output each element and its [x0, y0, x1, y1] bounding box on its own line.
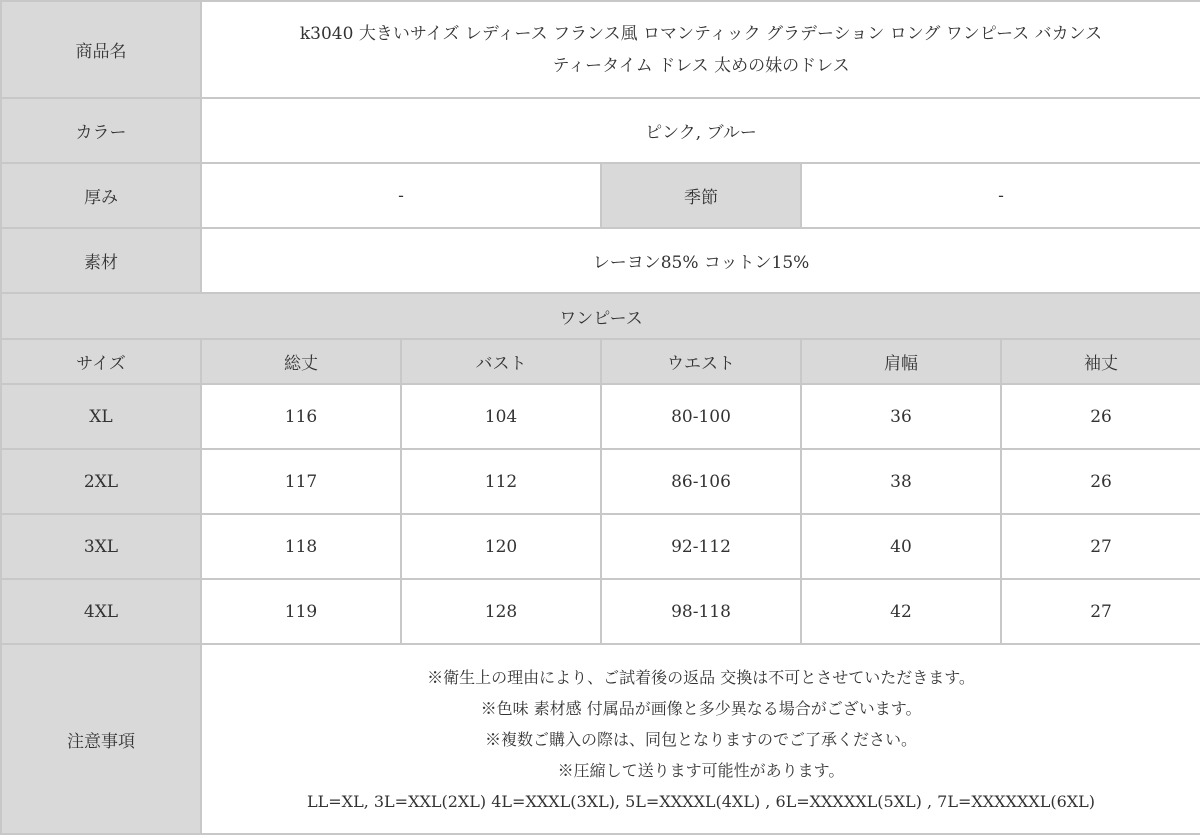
waist-cell: 92-112 [601, 514, 801, 579]
size-header-size: サイズ [1, 339, 201, 384]
size-name-cell: 2XL [1, 449, 201, 514]
color-label: カラー [1, 98, 201, 163]
size-name-cell: 4XL [1, 579, 201, 644]
length-cell: 119 [201, 579, 401, 644]
notes-line-size-mapping: LL=XL, 3L=XXL(2XL) 4L=XXXL(3XL), 5L=XXXXL(4XL) , 6L=XXXXXL(5XL) , 7L=XXXXXXL(6XL) [307, 791, 1096, 811]
table-row [1, 384, 1200, 449]
bust-cell: 120 [401, 514, 601, 579]
size-header-length: 総丈 [201, 339, 401, 384]
thickness-value: - [201, 163, 601, 228]
sleeve-cell: 26 [1001, 449, 1200, 514]
material-row [1, 228, 1200, 293]
waist-cell: 80-100 [601, 384, 801, 449]
sleeve-cell: 26 [1001, 384, 1200, 449]
table-row [1, 579, 1200, 644]
size-section-row [1, 293, 1200, 339]
sleeve-cell: 27 [1001, 514, 1200, 579]
size-name-cell: XL [1, 384, 201, 449]
length-cell: 117 [201, 449, 401, 514]
notes-line-hygiene: ※衛生上の理由により、ご試着後の返品 交換は不可とさせていただきます。 [427, 667, 975, 687]
size-name-cell: 3XL [1, 514, 201, 579]
notes-value [201, 644, 1200, 834]
waist-cell: 86-106 [601, 449, 801, 514]
notes-row [1, 644, 1200, 834]
thickness-season-row [1, 163, 1200, 228]
bust-cell: 128 [401, 579, 601, 644]
notes-label: 注意事項 [1, 644, 201, 834]
notes-line-color: ※色味 素材感 付属品が画像と多少異なる場合がございます。 [480, 698, 922, 718]
shoulder-cell: 42 [801, 579, 1001, 644]
thickness-label: 厚み [1, 163, 201, 228]
length-cell: 116 [201, 384, 401, 449]
season-value: - [801, 163, 1200, 228]
notes-line-bundle: ※複数ご購入の際は、同包となりますのでご了承ください。 [485, 729, 918, 749]
notes-line-compression: ※圧縮して送ります可能性があります。 [557, 760, 845, 780]
size-header-bust: バスト [401, 339, 601, 384]
size-header-waist: ウエスト [601, 339, 801, 384]
table-row [1, 514, 1200, 579]
size-header-sleeve: 袖丈 [1001, 339, 1200, 384]
size-header-row [1, 339, 1200, 384]
shoulder-cell: 40 [801, 514, 1001, 579]
product-name-row [1, 1, 1200, 98]
product-name-line-1: k3040 大きいサイズ レディース フランス風 ロマンティック グラデーション ロング ワンピース バカンス [299, 23, 1103, 44]
product-name-line-2: ティータイム ドレス 太めの妹のドレス [552, 55, 850, 76]
size-section-title: ワンピース [1, 293, 1200, 339]
color-row [1, 98, 1200, 163]
product-name-value [201, 1, 1200, 98]
waist-cell: 98-118 [601, 579, 801, 644]
length-cell: 118 [201, 514, 401, 579]
material-label: 素材 [1, 228, 201, 293]
size-header-shoulder: 肩幅 [801, 339, 1001, 384]
shoulder-cell: 38 [801, 449, 1001, 514]
bust-cell: 112 [401, 449, 601, 514]
bust-cell: 104 [401, 384, 601, 449]
color-value: ピンク, ブルー [201, 98, 1200, 163]
material-value: レーヨン85% コットン15% [201, 228, 1200, 293]
sleeve-cell: 27 [1001, 579, 1200, 644]
table-row [1, 449, 1200, 514]
product-name-label: 商品名 [1, 1, 201, 98]
season-label: 季節 [601, 163, 801, 228]
shoulder-cell: 36 [801, 384, 1001, 449]
